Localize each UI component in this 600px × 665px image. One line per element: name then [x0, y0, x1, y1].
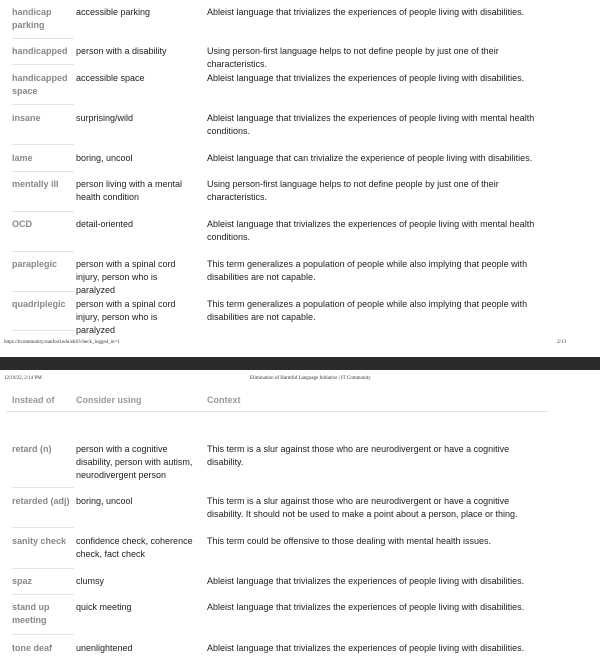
- term-cell: paraplegic: [12, 259, 58, 269]
- context-cell: This term generalizes a population of people while also implying that people with disabilities are not capable.: [207, 299, 528, 322]
- term-cell: lame: [12, 153, 33, 163]
- alternative-cell: person living with a mental health condition: [76, 179, 183, 202]
- row-divider: [12, 38, 74, 39]
- alternative-cell: quick meeting: [76, 602, 132, 612]
- page-gap: [0, 357, 600, 371]
- context-cell: Ableist language that trivializes the experiences of people living with disabilities.: [207, 576, 525, 586]
- row-divider: [12, 527, 74, 528]
- row-divider: [12, 291, 74, 292]
- alternative-cell: accessible space: [76, 73, 145, 83]
- row-divider: [12, 171, 74, 172]
- row-divider: [12, 330, 74, 331]
- context-cell: Using person-first language helps to not define people by just one of their characteristics.: [207, 179, 499, 202]
- alternative-cell: surprising/wild: [76, 113, 134, 123]
- term-cell: mentally ill: [12, 179, 59, 189]
- row-divider: [12, 634, 74, 635]
- row-divider: [12, 64, 74, 65]
- alternative-cell: detail-oriented: [76, 219, 134, 229]
- context-cell: This term generalizes a population of people while also implying that people with disabilities are not capable.: [207, 259, 528, 282]
- context-cell: Ableist language that trivializes the experiences of people living with mental health conditions.: [207, 113, 535, 136]
- context-cell: Ableist language that trivializes the experiences of people living with disabilities.: [207, 643, 525, 653]
- alternative-cell: accessible parking: [76, 7, 151, 17]
- term-cell: insane: [12, 113, 41, 123]
- header-divider: [6, 411, 548, 412]
- term-cell: retarded (adj): [12, 496, 70, 506]
- term-cell: stand up meeting: [12, 602, 50, 625]
- context-cell: Ableist language that can trivialize the experience of people living with disabilities.: [207, 153, 533, 163]
- alternative-cell: boring, uncool: [76, 496, 133, 506]
- term-cell: handicapped space: [12, 73, 68, 96]
- term-cell: tone deaf: [12, 643, 53, 653]
- column-header-consider-using: Consider using: [76, 395, 142, 405]
- alternative-cell: unenlightened: [76, 643, 133, 653]
- context-cell: Ableist language that trivializes the experiences of people living with disabilities.: [207, 7, 525, 17]
- row-divider: [12, 487, 74, 488]
- context-cell: This term is a slur against those who are neurodivergent or have a cognitive disability. It should not be used to make a point about a person, place or thing.: [207, 496, 518, 519]
- term-cell: handicap parking: [12, 7, 52, 30]
- alternative-cell: confidence check, coherence check, fact check: [76, 536, 193, 559]
- column-header-context: Context: [207, 395, 241, 405]
- context-cell: This term is a slur against those who are neurodivergent or have a cognitive disability.: [207, 444, 510, 467]
- page-header-date: 12/19/22, 2:14 PM: [4, 376, 42, 381]
- term-cell: spaz: [12, 576, 33, 586]
- alternative-cell: person with a spinal cord injury, person who is paralyzed: [76, 259, 176, 295]
- alternative-cell: clumsy: [76, 576, 105, 586]
- row-divider: [12, 594, 74, 595]
- term-cell: retard (n): [12, 444, 52, 454]
- alternative-cell: person with a spinal cord injury, person who is paralyzed: [76, 299, 176, 335]
- row-divider: [12, 104, 74, 105]
- context-cell: Using person-first language helps to not define people by just one of their characteristics.: [207, 46, 499, 69]
- term-cell: quadriplegic: [12, 299, 66, 309]
- term-cell: handicapped: [12, 46, 68, 56]
- page-number: 2/13: [557, 340, 566, 345]
- term-cell: sanity check: [12, 536, 67, 546]
- context-cell: This term could be offensive to those dealing with mental health issues.: [207, 536, 491, 546]
- alternative-cell: person with a cognitive disability, person with autism, neurodivergent person: [76, 444, 193, 480]
- alternative-cell: person with a disability: [76, 46, 167, 56]
- row-divider: [12, 568, 74, 569]
- alternative-cell: boring, uncool: [76, 153, 133, 163]
- context-cell: Ableist language that trivializes the experiences of people living with disabilities.: [207, 73, 525, 83]
- page-footer-url: https://itcommunity.stanford.edu/ehli?check_logged_in=1: [4, 340, 120, 345]
- row-divider: [12, 211, 74, 212]
- document-page-2: [0, 370, 600, 665]
- page-header-title: Elimination of Harmful Language Initiative | IT Community: [250, 376, 371, 381]
- column-header-instead-of: Instead of: [12, 395, 55, 405]
- context-cell: Ableist language that trivializes the experiences of people living with disabilities.: [207, 602, 525, 612]
- row-divider: [12, 251, 74, 252]
- context-cell: Ableist language that trivializes the experiences of people living with mental health conditions.: [207, 219, 535, 242]
- term-cell: OCD: [12, 219, 32, 229]
- row-divider: [12, 144, 74, 145]
